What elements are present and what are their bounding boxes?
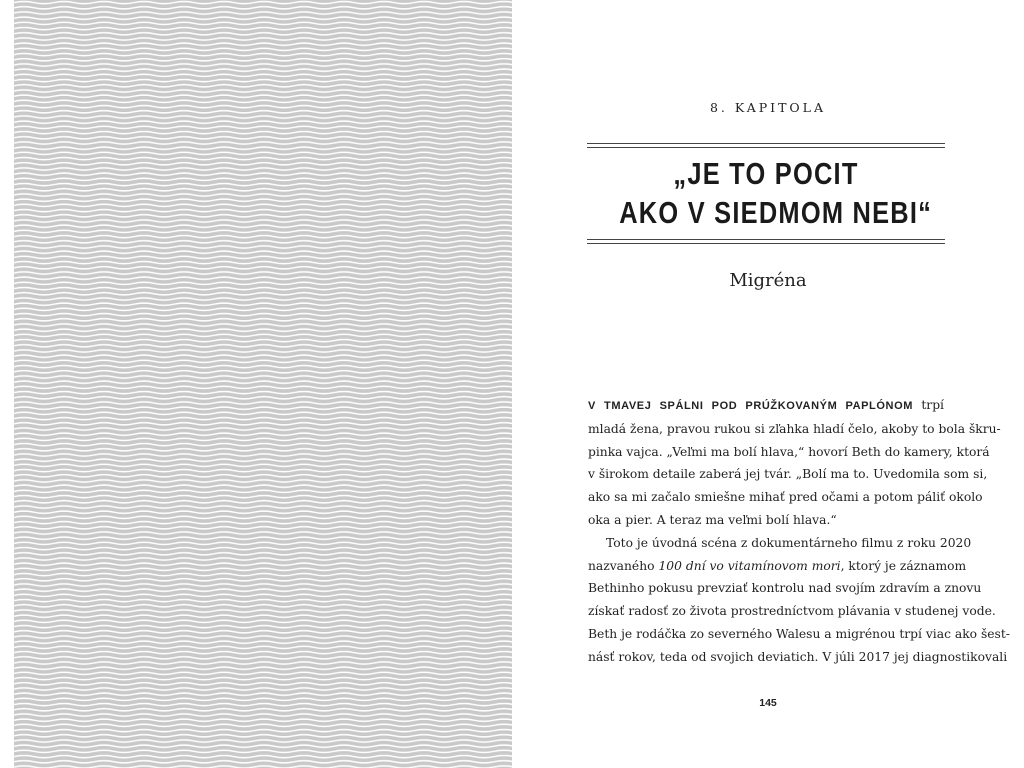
- text-page: [512, 0, 1024, 768]
- body-line: v širokom detaile zaberá jej tvár. „Bolí ma to. Uvedomila som si,: [588, 467, 988, 482]
- title-rule-bottom: [587, 239, 945, 244]
- body-text: [588, 394, 1010, 669]
- body-line: pinka vajca. „Veľmi ma bolí hlava,“ hovorí Beth do kamery, ktorá: [588, 444, 990, 459]
- page-number: 145: [759, 697, 777, 709]
- chapter-number-label: 8. KAPITOLA: [709, 100, 827, 115]
- body-line: mladá žena, pravou rukou si zľahka hladí čelo, akoby to bola škru-: [588, 421, 1001, 436]
- chapter-title-line-1: „JE TO POCIT: [673, 156, 859, 191]
- body-line: Bethinho pokusu prevziať kontrolu nad svojím zdravím a znovu: [588, 581, 982, 596]
- lead-in-caps: V TMAVEJ SPÁLNI POD PRÚŽKOVANÝM PAPLÓNOM: [588, 400, 913, 412]
- decorative-wave-pattern-page: [14, 0, 512, 768]
- body-line: oka a pier. A teraz ma veľmi bolí hlava.“: [588, 512, 837, 527]
- body-line: násť rokov, teda od svojich deviatich. V júli 2017 jej diagnostikovali: [588, 649, 1008, 664]
- film-title-italic: 100 dní vo vitamínovom mori: [658, 558, 841, 573]
- body-line: nazvaného 100 dní vo vitamínovom mori, ktorý je záznamom: [588, 558, 967, 573]
- section-title: Migréna: [729, 270, 807, 291]
- chapter-title: [619, 154, 933, 232]
- body-line: získať radosť zo života prostredníctvom plávania v studenej vode.: [588, 604, 996, 619]
- body-line: ako sa mi začalo smiešne mihať pred očami a potom páliť okolo: [588, 490, 983, 505]
- body-line: Toto je úvodná scéna z dokumentárneho filmu z roku 2020: [606, 535, 972, 550]
- title-rule-top: [587, 143, 945, 148]
- chapter-title-line-2: AKO V SIEDMOM NEBI“: [619, 195, 933, 230]
- body-line: V TMAVEJ SPÁLNI POD PRÚŽKOVANÝM PAPLÓNOM trpí: [588, 398, 944, 412]
- body-line: Beth je rodáčka zo severného Walesu a migrénou trpí viac ako šest-: [588, 626, 1010, 641]
- wave-pattern: [14, 0, 512, 768]
